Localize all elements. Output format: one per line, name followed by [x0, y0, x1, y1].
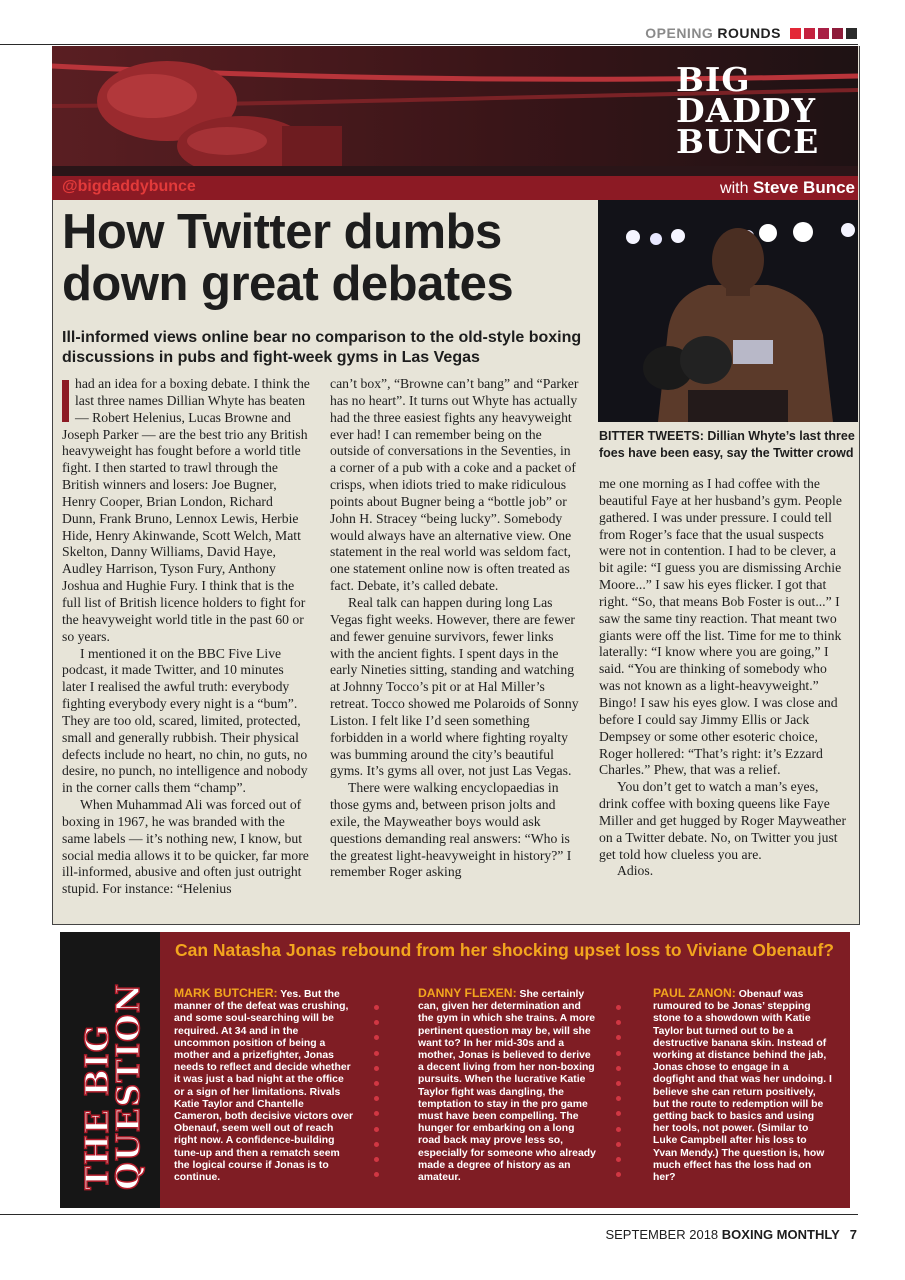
magazine-name: BOXING MONTHLY [721, 1227, 840, 1242]
brand-line: BIG [676, 60, 751, 99]
brand-line: BUNCE [676, 122, 820, 161]
article-paragraph: There were walking encyclopaedias in those gyms and, between prison jolts and exile, the Mayweather boys would ask questions demanding real answers: “Who is the greatest light-heavyweight in history?” I remember Roger asking [330, 780, 572, 880]
page-folio [605, 1227, 857, 1242]
paragraph-text: had an idea for a boxing debate. I think the last three names Dillian Whyte has beaten — Robert Helenius, Lucas Browne and Joseph Parker — are the best trio any British heavyweight has fought before a world title fight. I then started to trawl through the British winners and losers: Joe Bugner, Henry Cooper, Brian London, Richard Dunn, Frank Bruno, Lennox Lewis, Herbie Hide, Henry Akinwande, Scott Welch, Matt Skelton, Danny Williams, David Haye, Audley Harrison, Tyson Fury, Anthony Joshua and Hughie Fury. I think that is the full list of British licence holders to fight for the heavyweight world title in the past 60 or so years. [62, 376, 310, 644]
article-column-1 [62, 376, 310, 898]
section-tag [645, 25, 857, 41]
column-brand-logo [676, 60, 820, 161]
article-column-3 [599, 476, 849, 880]
color-square-icon [818, 28, 829, 39]
top-rule [0, 44, 858, 45]
article-paragraph [62, 376, 310, 646]
issue-date: SEPTEMBER 2018 [605, 1227, 719, 1242]
big-question-title: Can Natasha Jonas rebound from her shocking upset loss to Viviane Obenauf? [175, 940, 834, 960]
section-name-light: OPENING [645, 25, 714, 41]
brand-line: DADDY [676, 91, 817, 130]
answer-text: Yes. But the manner of the defeat was crushing, and some soul-searching will be required. At 34 and in the uncommon position of being a mother and a prizefighter, Jonas needs to reflect and decide whether it was just a bad night at the office or a sign of her limitations. Rivals Katie Taylor and Chantelle Cameron, both decisive victors over Obenauf, seem well out of reach right now. A confidence-building tune-up and then a rematch seem the logical course if Jonas is to continue. [174, 989, 354, 1184]
answer-butcher [174, 987, 354, 1184]
article-paragraph: Adios. [617, 863, 654, 879]
drop-cap-bar [62, 380, 69, 422]
article-column-2 [330, 376, 580, 881]
page-number: 7 [849, 1227, 857, 1242]
label-line: THE BIG [78, 1024, 116, 1190]
article-paragraph: You don’t get to watch a man’s eyes, drink coffee with boxing queens like Faye Miller and get hugged by Roger Mayweather on a Twitter debate. No, on Twitter you just get told how clueless you are. [599, 779, 847, 862]
article-paragraph: me one morning as I had coffee with the beautiful Faye at her husband’s gym. People gathered. I was under pressure. I could tell from Roger’s face that the usual suspects were not in contention. I had to be clever, a bit agile: “I guess you are dismissing Archie Moore...” I saw his eyes flicker. I got that right. “So, that means Bob Foster is out...” I saw the same tiny reaction. That meant two giants were off the list. Time for me to think laterally: “I know where you are going,” I said. “You are thinking of somebody who was not known as a light-heavyweight.” Bingo! I saw his eyes glow. I was close and before I could say Jimmy Ellis or Jack Dempsey or some other esoteric choice, Roger hollered: “That’s right: it’s Ezzard Charles.” Phew, that was a relief. [599, 476, 842, 778]
dot-divider [616, 1005, 622, 1177]
label-line: QUESTION [109, 982, 147, 1190]
color-square-icon [804, 28, 815, 39]
byline [720, 178, 855, 198]
standfirst: Ill-informed views online bear no comparison to the old-style boxing discussions in pubs and fight-week gyms in Las Vegas [62, 329, 582, 366]
article-paragraph: I mentioned it on the BBC Five Live podcast, it made Twitter, and 10 minutes later I realised the awful truth: everybody fighting everybody every night is a “bum”. They are too old, scared, limited, protected, small and generally rubbish. Their physical defects include no heart, no chin, no guts, no desire, no punch, no intelligence and nobody in the corner calls them “champ”. [62, 645, 308, 796]
bottom-rule [0, 1214, 858, 1215]
answer-text: Obenauf was rumoured to be Jonas’ stepping stone to a showdown with Katie Taylor but turned out to be a destructive banana skin. Instead of working at distance behind the jab, Jonas chose to engage in a dogfight and that was her undoing. I believe she can return positively, but the route to redemption will be getting back to basics and using her tools, not power. (Similar to Luke Campbell after his loss to Yvan Mendy.) The question is, how much effect has the loss had on her? [653, 989, 832, 1184]
color-square-icon [832, 28, 843, 39]
photo-caption: BITTER TWEETS: Dillian Whyte’s last three foes have been easy, say the Twitter crowd [599, 429, 855, 460]
byline-author: Steve Bunce [752, 178, 855, 197]
color-square-icon [846, 28, 857, 39]
answer-author: MARK BUTCHER: [174, 986, 278, 1000]
big-question-label [78, 982, 147, 1190]
twitter-handle: @bigdaddybunce [62, 178, 196, 195]
color-square-icon [790, 28, 801, 39]
article-paragraph: Real talk can happen during long Las Vegas fight weeks. However, there are fewer and fewer genuine survivors, fewer links with the ancient fights. I spent days in the early Nineties sitting, standing and watching at Johnny Tocco’s pit or at Hal Miller’s retreat. Tocco showed me Polaroids of Sonny Liston. I felt like I’d seen something forbidden in a world where fighting royalty was bumming around the city’s beautiful gyms. It’s gyms all over, not just Las Vegas. [330, 594, 579, 779]
answer-author: DANNY FLEXEN: [418, 986, 517, 1000]
answer-author: PAUL ZANON: [653, 986, 736, 1000]
boxer-photo [598, 200, 858, 422]
section-name-dark: ROUNDS [717, 25, 781, 41]
answer-text: She certainly can, given her determination and the gym in which she trains. A more pertinent question may be, will she want to? In her mid-30s and a mother, Jonas is believed to derive a decent living from her non-boxing pursuits. When the lucrative Katie Taylor fight was dangling, the temptation to stay in the pro game must have been compelling. The hunger for embarking on a long road back may prove less so, especially for someone who already made a degree of history as an amateur. [418, 989, 596, 1184]
byline-prefix: with [720, 180, 749, 197]
answer-zanon [653, 987, 833, 1184]
dot-divider [374, 1005, 380, 1177]
answer-flexen [418, 987, 598, 1184]
headline: How Twitter dumbs down great debates [62, 205, 514, 311]
article-paragraph: can’t box”, “Browne can’t bang” and “Parker has no heart”. It turns out Whyte has actually had the three easiest fights any heavyweight ever had! I can remember being on the outside of conversations in the Seventies, in a corner of a pub with a coke and a packet of crisps, when idiots tried to make ridiculous points about Bugner being a “bottle job” or John H. Stracey “being lucky”. Somebody would always have an alternative view. One statement in the real world was seldom fact, one statement online now is often treated as fact. Debate, it’s called debate. [330, 376, 579, 594]
boxer-image [598, 200, 858, 422]
article-paragraph: When Muhammad Ali was forced out of boxing in 1967, he was branded with the same labels — it’s nothing new, I know, but social media allows it to be quicker, far more ill-informed, abusive and often just outright stupid. For instance: “Helenius [62, 797, 309, 897]
